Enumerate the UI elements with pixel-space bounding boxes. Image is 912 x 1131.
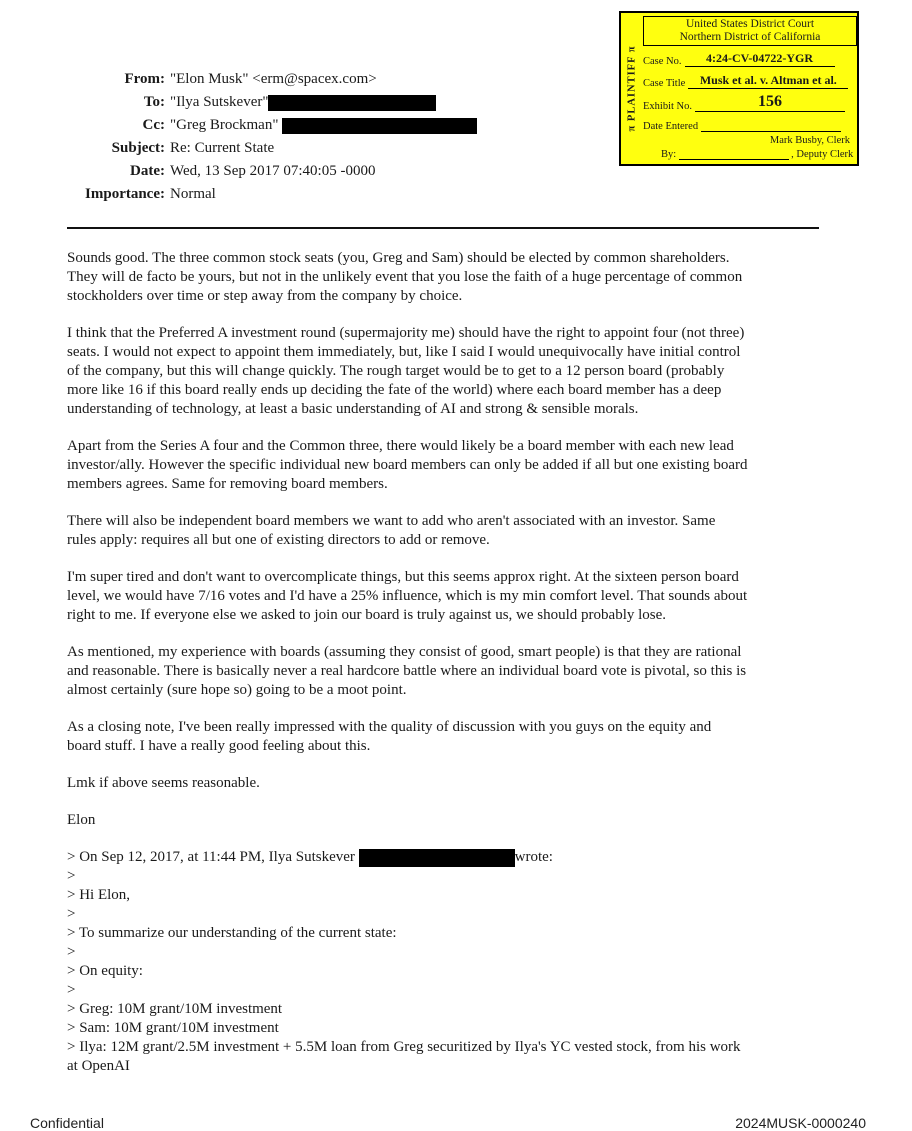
exhibit-label: Exhibit No. [643, 101, 692, 112]
to-label: To: [143, 94, 165, 110]
date-entered-line [701, 131, 841, 132]
body-paragraph: I'm super tired and don't want to overcomplicate things, but this seems approx right. At the sixteen person board level, we would have 7/16 votes and I'd have a 25% influence, which is my min comfort level. That sounds about right to me. If everyone else we asked to join our board is truly against us, we should probably lose. [67, 569, 748, 623]
redaction-bar [268, 95, 436, 111]
case-no-label: Case No. [643, 56, 682, 67]
importance-value: Normal [170, 186, 216, 202]
from-row [0, 68, 620, 91]
exhibit-number: 156 [695, 93, 845, 112]
to-value: "Ilya Sutskever" [170, 94, 269, 110]
quote-line: > [67, 982, 76, 998]
quote-line: > To summarize our understanding of the current state: [67, 925, 397, 941]
plaintiff-side-label: π PLAINTIFF π [626, 45, 638, 132]
date-entered-label: Date Entered [643, 121, 699, 132]
cc-value: "Greg Brockman" [170, 117, 279, 133]
header-divider [67, 227, 819, 229]
case-title-value: Musk et al. v. Altman et al. [688, 73, 848, 89]
from-label: From: [124, 71, 165, 87]
case-title-row [643, 73, 848, 89]
court-line-1: United States District Court [685, 18, 815, 30]
body-paragraph: There will also be independent board members we want to add who aren't associated with an investor. Same rules apply: requires all but one of existing directors to add or remove. [67, 513, 716, 548]
redaction-bar [282, 118, 477, 134]
subject-value: Re: Current State [170, 140, 275, 156]
body-paragraph: As a closing note, I've been really impressed with the quality of discussion with you guys on the equity and board stuff. I have a really good feeling about this. [67, 719, 712, 754]
quote-line: > [67, 868, 76, 884]
subject-label: Subject: [111, 140, 165, 156]
deputy-clerk-label: , Deputy Clerk [791, 149, 854, 160]
body-paragraph: Lmk if above seems reasonable. [67, 775, 260, 791]
importance-label: Importance: [85, 186, 165, 202]
quote-line: > Sam: 10M grant/10M investment [67, 1020, 279, 1036]
date-value: Wed, 13 Sep 2017 07:40:05 -0000 [170, 163, 376, 179]
subject-row [0, 137, 620, 160]
case-no-row [643, 51, 835, 67]
quote-intro-wrote: wrote: [514, 849, 553, 865]
quote-line: > Ilya: 12M grant/2.5M investment + 5.5M loan from Greg securitized by Ilya's YC vested stock, from his work [67, 1039, 741, 1055]
quote-line: at OpenAI [67, 1058, 130, 1074]
bates-number: 2024MUSK-0000240 [735, 1115, 866, 1131]
date-row [0, 160, 620, 183]
importance-row [0, 183, 620, 206]
quote-line: > Greg: 10M grant/10M investment [67, 1001, 283, 1017]
quote-line: > Hi Elon, [67, 887, 131, 903]
body-paragraph: As mentioned, my experience with boards (assuming they consist of good, smart people) is that they are rational and reasonable. There is basically never a real hardcore battle where an individual board vote is pivotal, so this is almost certainly (sure hope so) going to be a moot point. [67, 644, 747, 698]
quote-line: > On equity: [67, 963, 143, 979]
cc-row [0, 114, 620, 137]
signature: Elon [67, 812, 96, 828]
email-header [0, 68, 620, 206]
confidential-footer: Confidential [30, 1115, 104, 1131]
quote-line: > [67, 944, 76, 960]
by-label: By: [661, 149, 677, 160]
quoted-message [67, 848, 837, 1076]
date-label: Date: [130, 163, 165, 179]
clerk-name: Mark Busby, Clerk [769, 135, 850, 146]
by-row [661, 149, 853, 160]
exhibit-row [643, 93, 845, 112]
to-row [0, 91, 620, 114]
date-entered-row [643, 121, 841, 132]
body-paragraph: Sounds good. The three common stock seats (you, Greg and Sam) should be elected by common shareholders. They will de facto be yours, but not in the unlikely event that you lose the faith of a huge percentage of common stockholders over time or step away from the company by choice. [67, 250, 743, 304]
redaction-bar [359, 849, 515, 867]
court-line-2: Northern District of California [679, 31, 821, 43]
body-paragraph: Apart from the Series A four and the Common three, there would likely be a board member with each new lead investor/ally. However the specific individual new board members can only be added if all but one existing board members agrees. Same for removing board members. [67, 438, 748, 492]
body-paragraph: I think that the Preferred A investment round (supermajority me) should have the right to appoint four (not three) seats. I would not expect to appoint them immediately, but, like I said I would unequivocally have initial control of the company, but this will change quickly. The rough target would be to get to a 12 person board (probably more like 16 if this board really ends up deciding the fate of the world) where each board member has a deep understanding of technology, at least a basic understanding of AI and strong & sensible morals. [67, 325, 745, 417]
exhibit-stamp [619, 11, 859, 166]
case-title-label: Case Title [643, 78, 686, 89]
quote-line: > [67, 906, 76, 922]
email-body [67, 249, 837, 1076]
quote-intro-text: > On Sep 12, 2017, at 11:44 PM, Ilya Sutskever [67, 849, 359, 865]
by-line [679, 159, 789, 160]
court-box [643, 16, 857, 46]
from-value: "Elon Musk" <erm@spacex.com> [170, 71, 377, 87]
quote-intro [67, 848, 837, 867]
case-no-value: 4:24-CV-04722-YGR [685, 51, 835, 67]
cc-label: Cc: [142, 117, 165, 133]
